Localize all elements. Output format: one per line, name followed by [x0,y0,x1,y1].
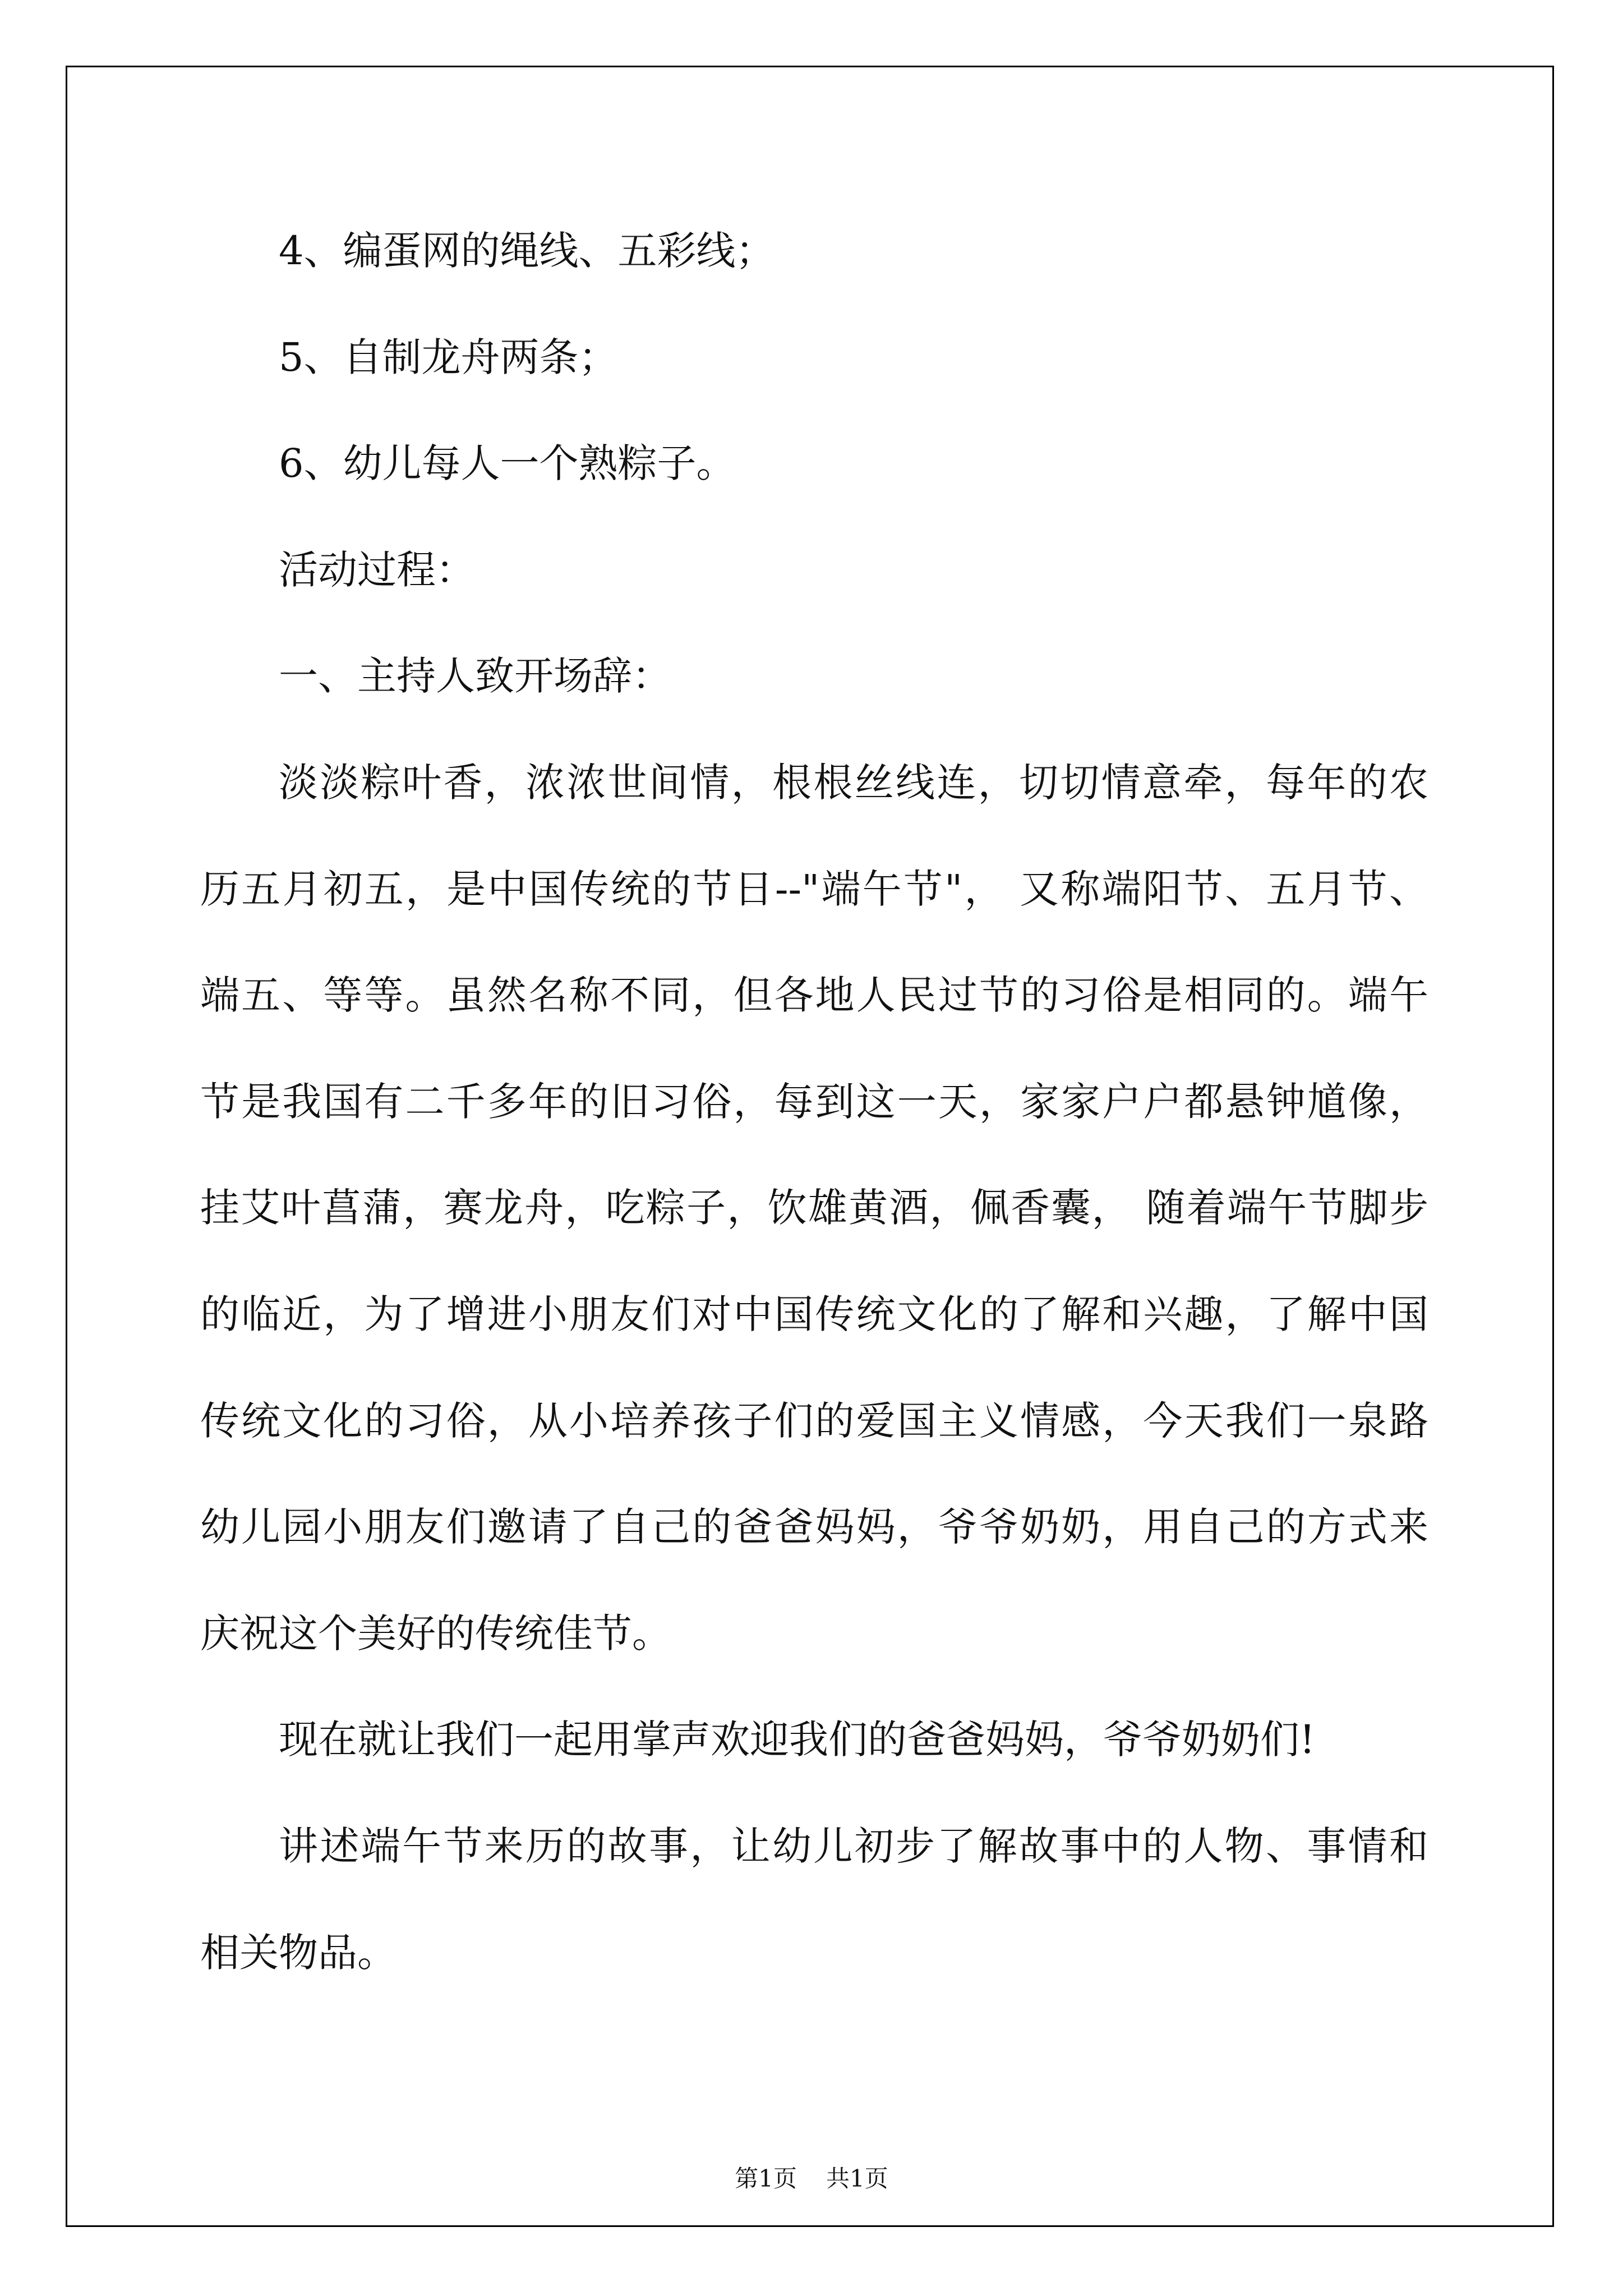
body-line: 相关物品。 [200,1929,396,1976]
total-pages-label: 共1页 [826,2165,888,2192]
body-line: 讲述端午节来历的故事，让幼儿初步了解故事中的人物、事情和 [279,1823,1428,1869]
body-line: 节是我国有二千多年的旧习俗，每到这一天，家家户户都悬钟馗像， [200,1078,1428,1125]
body-line: 现在就让我们一起用掌声欢迎我们的爸爸妈妈，爷爷奶奶们! [279,1717,1316,1763]
section-heading-activity-process: 活动过程： [279,546,475,593]
body-line: 的临近，为了增进小朋友们对中国传统文化的了解和兴趣，了解中国 [200,1291,1428,1337]
body-line: 历五月初五，是中国传统的节日--"端午节"， 又称端阳节、五月节、 [200,866,1428,912]
current-page-label: 第1页 [735,2165,797,2192]
body-line: 挂艾叶菖蒲，赛龙舟，吃粽子，饮雄黄酒，佩香囊， 随着端午节脚步 [200,1185,1428,1231]
body-line: 传统文化的习俗，从小培养孩子们的爱国主义情感，今天我们一泉路 [200,1397,1428,1444]
page-number-footer [0,2164,1623,2193]
body-line: 端五、等等。虽然名称不同，但各地人民过节的习俗是相同的。端午 [200,972,1428,1019]
document-body [200,198,1428,2006]
body-line: 庆祝这个美好的传统佳节。 [200,1610,671,1657]
body-line: 幼儿园小朋友们邀请了自己的爸爸妈妈，爷爷奶奶，用自己的方式来 [200,1504,1428,1550]
list-item-materials-6: 6、幼儿每人一个熟粽子。 [279,440,736,487]
list-item-materials-5: 5、自制龙舟两条； [279,334,618,380]
body-line: 淡淡粽叶香，浓浓世间情，根根丝线连，切切情意牵，每年的农 [279,759,1428,806]
list-item-materials-4: 4、编蛋网的绳线、五彩线； [279,228,775,274]
subheading-host-opening: 一、主持人致开场辞： [279,653,671,700]
